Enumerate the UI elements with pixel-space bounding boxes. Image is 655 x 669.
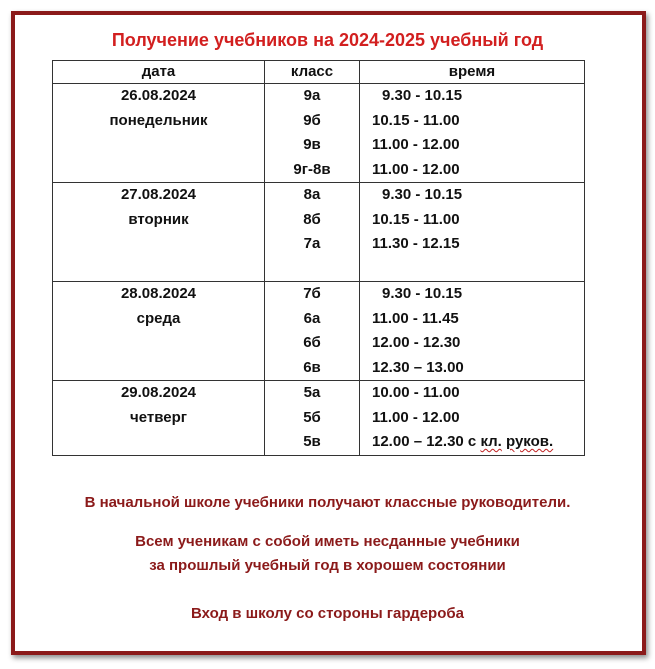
header-date: дата — [53, 61, 265, 84]
time-value: 10.15 - 11.00 — [372, 111, 460, 129]
weekday-value: понедельник — [109, 111, 208, 129]
time-value: 11.00 - 11.45 — [372, 309, 459, 327]
class-cell — [265, 381, 360, 456]
class-value: 9г-8в — [293, 160, 331, 178]
time-value: 10.15 - 11.00 — [372, 210, 460, 228]
table-row — [53, 84, 585, 183]
note-primary-school: В начальной школе учебники получают классные руководители. — [84, 494, 571, 511]
time-value: 11.00 - 12.00 — [372, 408, 460, 426]
class-value: 9б — [303, 111, 321, 129]
note-line-1: Всем ученикам с собой иметь несданные учебники — [135, 533, 520, 550]
class-cell — [265, 84, 360, 183]
class-value: 6в — [303, 358, 321, 376]
time-value: 9.30 - 10.15 — [382, 87, 463, 104]
weekday-value: среда — [136, 309, 181, 327]
date-cell — [53, 282, 265, 381]
header-class: класс — [265, 61, 360, 84]
time-value: 12.00 - 12.30 — [372, 334, 461, 351]
weekday-value: вторник — [128, 210, 189, 228]
class-value: 8а — [303, 186, 321, 203]
date-value: 27.08.2024 — [120, 186, 197, 203]
class-value: 6а — [303, 309, 321, 327]
date-value: 29.08.2024 — [120, 384, 197, 401]
weekday-value: четверг — [130, 408, 187, 426]
class-value: 5а — [303, 384, 321, 401]
time-value — [360, 430, 584, 455]
schedule-table — [52, 60, 585, 456]
time-value: 11.00 - 12.00 — [372, 160, 460, 178]
class-value: 9а — [303, 87, 321, 104]
class-value: 8б — [303, 210, 321, 228]
table-row — [53, 282, 585, 381]
date-cell — [53, 84, 265, 183]
misspelled-word: кл. — [480, 433, 502, 450]
table-row — [53, 183, 585, 282]
header-time: время — [360, 61, 585, 84]
day-group-wednesday — [53, 282, 585, 381]
time-cell — [360, 84, 585, 183]
day-group-monday — [53, 84, 585, 183]
date-cell — [53, 381, 265, 456]
misspelled-word: руков. — [506, 433, 554, 450]
time-value: 9.30 - 10.15 — [382, 186, 463, 203]
table-row — [53, 381, 585, 456]
time-value: 10.00 - 11.00 — [372, 384, 460, 401]
date-cell — [53, 183, 265, 282]
date-value: 26.08.2024 — [120, 87, 197, 104]
table-header-row — [53, 61, 585, 84]
class-value: 7б — [303, 285, 321, 302]
note-line-2: за прошлый учебный год в хорошем состоянии — [149, 557, 506, 574]
time-value: 11.00 - 12.00 — [372, 136, 460, 153]
note-entrance: Вход в школу со стороны гардероба — [191, 605, 464, 622]
class-cell — [265, 282, 360, 381]
time-cell — [360, 282, 585, 381]
class-value: 7а — [303, 235, 321, 252]
class-cell — [265, 183, 360, 282]
class-value: 6б — [303, 334, 321, 351]
class-value: 5в — [303, 433, 321, 450]
time-value: 12.30 – 13.00 — [372, 358, 464, 376]
time-value: 11.30 - 12.15 — [372, 235, 460, 252]
page-title: Получение учебников на 2024-2025 учебный год — [111, 30, 544, 50]
day-group-thursday — [53, 381, 585, 456]
day-group-tuesday — [53, 183, 585, 282]
date-value: 28.08.2024 — [120, 285, 197, 302]
class-value: 9в — [303, 136, 321, 153]
time-prefix: 12.00 – 12.30 с — [372, 433, 481, 450]
time-cell — [360, 183, 585, 282]
time-value: 9.30 - 10.15 — [382, 285, 463, 302]
class-value: 5б — [303, 408, 321, 426]
time-cell — [360, 381, 585, 456]
